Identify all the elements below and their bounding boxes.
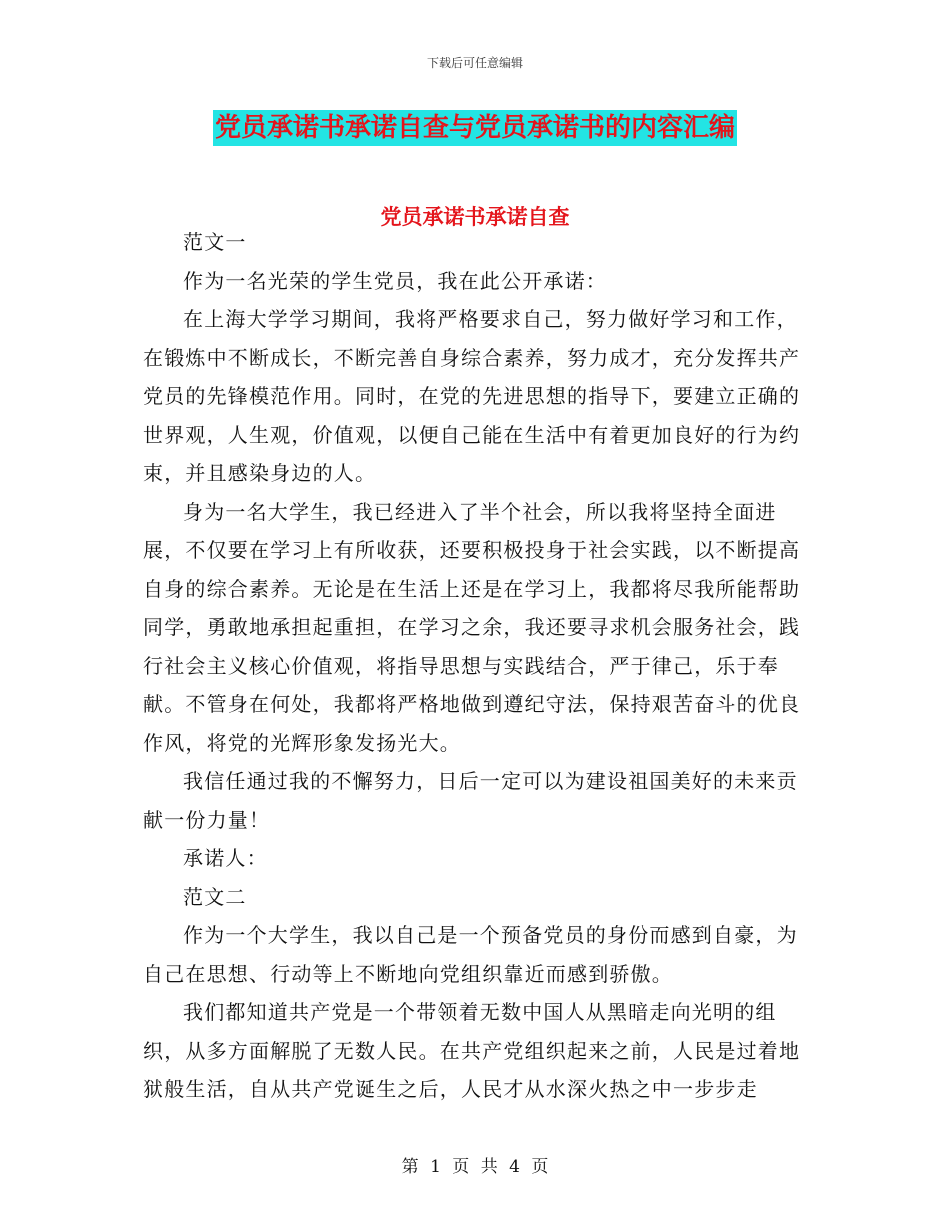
page-number-footer: 第 1 页 共 4 页 [401,1157,549,1177]
page-header-note: 下载后可任意编辑 [426,56,523,70]
paragraph-6: 承诺人： [183,846,268,870]
document-title-container [0,110,950,146]
paragraph-2: 作为一名光荣的学生党员，我在此公开承诺： [183,268,607,293]
paragraph-1: 范文一 [183,230,247,254]
paragraph-5: 我信任通过我的不懈努力，日后一定可以为建设祖国美好的未来贡献一份力量！ [143,769,798,832]
section-title: 党员承诺书承诺自查 [380,205,570,229]
paragraph-9: 我们都知道共产党是一个带领着无数中国人从黑暗走向光明的组织，从多方面解脱了无数人民。在共产党组织起来之前，人民是过着地狱般生活，自从共产党诞生之后，人民才从水深火热之中一步步走 [143,1000,801,1101]
document-title: 党员承诺书承诺自查与党员承诺书的内容汇编 [213,110,737,146]
paragraph-8: 作为一个大学生，我以自己是一个预备党员的身份而感到自豪，为自己在思想、行动等上不断地向党组织靠近而感到骄傲。 [143,923,798,986]
paragraph-4: 身为一名大学生，我已经进入了半个社会，所以我将坚持全面进展，不仅要在学习上有所收获，还要积极投身于社会实践，以不断提高自身的综合素养。无论是在生活上还是在学习上，我都将尽我所能帮助同学，勇敢地承担起重担，在学习之余，我还要寻求机会服务社会，践行社会主义核心价值观，将指导思想与实践结合，严于律己，乐于奉献。不管身在何处，我都将严格地做到遵纪守法，保持艰苦奋斗的优良作风，将党的光辉形象发扬光大。 [143,499,801,755]
paragraph-3: 在上海大学学习期间，我将严格要求自己，努力做好学习和工作，在锻炼中不断成长，不断完善自身综合素养，努力成才，充分发挥共产党员的先锋模范作用。同时，在党的先进思想的指导下，要建立正确的世界观，人生观，价值观，以便自己能在生活中有着更加良好的行为约束，并且感染身边的人。 [143,307,801,485]
paragraph-7: 范文二 [183,884,247,909]
document-body [143,223,811,1109]
